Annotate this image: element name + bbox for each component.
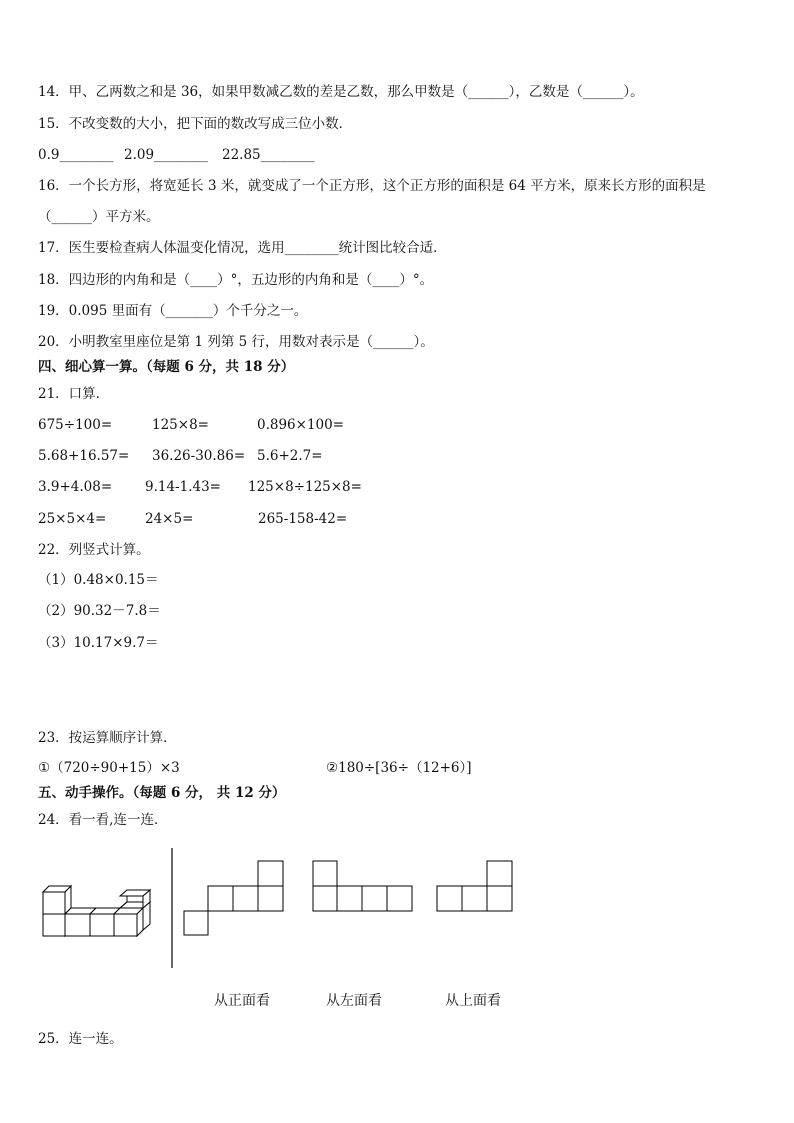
q15-item-2: 2.09________ [124,147,209,163]
q21-r1-c2: 125×8= [152,417,209,433]
q21-r1-c1: 675÷100= [38,417,113,433]
q21-r2-c2: 36.26-30.86= [152,448,246,464]
view-label-top: 从上面看 [445,993,501,1009]
q14: 14．甲、乙两数之和是 36，如果甲数减乙数的差是乙数，那么甲数是（______），乙数是（______）。 [38,84,644,100]
q21-r1-c3: 0.896×100= [257,417,345,433]
q22-item-2: （2）90.32－7.8＝ [38,603,161,619]
view-figure-b [313,861,412,911]
q15-item-1: 0.9________ [38,147,114,163]
view-figure-c [437,861,512,911]
q23-b: ②180÷[36÷（12+6）] [326,760,472,776]
q18: 18．四边形的内角和是（____）°，五边形的内角和是（____）°。 [38,272,434,288]
q24: 24．看一看,连一连． [38,812,168,828]
section-5-header: 五、动手操作。（每题 6 分， 共 12 分） [38,785,286,801]
q21: 21．口算． [38,386,110,402]
q21-r3-c3: 125×8÷125×8= [248,479,362,495]
view-label-front: 从正面看 [214,993,270,1009]
view-figure-a [184,861,283,935]
q19: 19．0.095 里面有（_______）个千分之一。 [38,303,308,319]
q21-r3-c1: 3.9+4.08= [38,479,113,495]
q21-r3-c2: 9.14-1.43= [145,479,221,495]
q25: 25．连一连。 [38,1031,123,1047]
q23-a: ①（720÷90+15）×3 [38,760,180,776]
q21-r4-c1: 25×5×4= [38,511,107,527]
q15-item-3: 22.85________ [222,147,315,163]
q21-r4-c2: 24×5= [145,511,194,527]
q16-line1: 16．一个长方形，将宽延长 3 米，就变成了一个正方形，这个正方形的面积是 64 平方米，原来长方形的面积是 [38,178,706,194]
q20: 20．小明教室里座位是第 1 列第 5 行，用数对表示是（______）。 [38,334,434,350]
q21-r2-c1: 5.68+16.57= [38,448,130,464]
q22-item-1: （1）0.48×0.15＝ [38,572,159,588]
isometric-cube-stack [43,886,150,936]
q15: 15．不改变数的大小，把下面的数改写成三位小数． [38,116,353,132]
q22: 22．列竖式计算。 [38,542,150,558]
q22-item-3: （3）10.17×9.7＝ [38,635,159,651]
view-label-left: 从左面看 [326,993,382,1009]
q23: 23．按运算顺序计算． [38,730,177,746]
q16-line2: （______）平方米。 [38,209,160,225]
q21-r4-c3: 265-158-42= [258,511,348,527]
section-4-header: 四、细心算一算。（每题 6 分，共 18 分） [38,359,295,375]
cube-figures [0,840,560,980]
q21-r2-c3: 5.6+2.7= [257,448,323,464]
q17: 17．医生要检查病人体温变化情况，选用________统计图比较合适． [38,240,447,256]
